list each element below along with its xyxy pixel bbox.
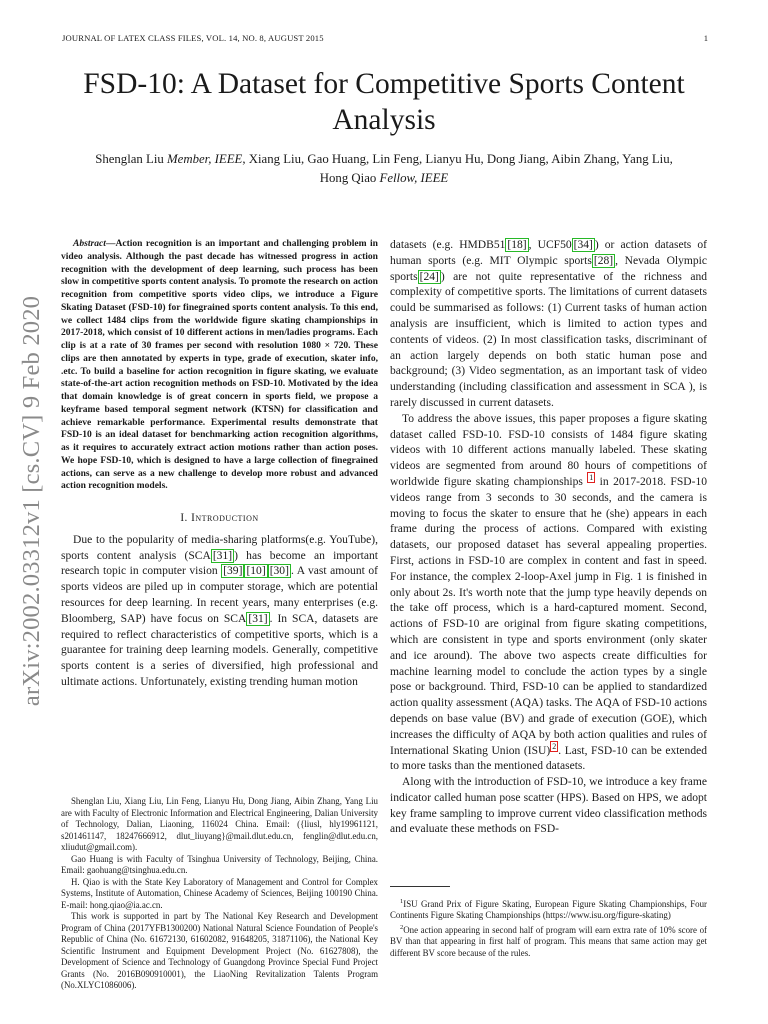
text-run: datasets (e.g. HMDB51 bbox=[390, 239, 506, 251]
text-run: in 2017-2018. FSD-10 videos range from 3 seconds to 30 seconds, and the camera is moving to focus the skater to ensure that he (she) appears in each frame during the process of actions. Compared with existing datasets, our proposed dataset has several appealing properties. First, actions in FSD-10 are complex in content and fast in speed. For instance, the complex 2-loop-Axel jump in Fig. 1 is finished in only about 2s. It's worth note that the jump type heavily depends on the take off process, which is a hard-captured moment. Second, actions of FSD-10 are original from figure skating competitions, which are consistent in type and sports environment (only skater and ice around). The above two aspects create difficulties for machine learning model to conclude the action types by a single pose or background. Third, FSD-10 can be applied to standardized action quality assessment (AQA) tasks. The AQA of FSD-10 actions depends on base value (BV) and grade of execution (GOE), which increases the difficulty of AQA by both action qualities and rules of International Skating Union (ISU) bbox=[390, 475, 707, 757]
section-number: I. bbox=[180, 512, 192, 524]
footnote-link[interactable]: 2 bbox=[552, 741, 557, 751]
intro-paragraph-1-continued bbox=[390, 238, 707, 412]
section-title: Introduction bbox=[191, 512, 259, 524]
abstract-text: —Action recognition is an important and challenging problem in video analysis. Although the past decade has witnessed progress in action recognition with the development of deep learning, such process has been slow in competitive sports content analysis. To promote the research on action recognition from competitive sports video clips, we introduce a Figure Skating Dataset (FSD-10) for finegrained sports content analysis. To this end, we collect 1484 clips from the worldwide figure skating championships in 2017-2018, which consist of 10 different actions in men/ladies programs. Each clip is at a rate of 30 frames per second with resolution 1080 × 720. These clips are then annotated by experts in type, grade of execution, skater info, .etc. To build a baseline for action recognition in figure skating, we evaluate state-of-the-art action recognition methods on FSD-10. Motivated by the idea that domain knowledge is of great concern in sports field, we propose a keyframe based temporal segment network (KTSN) for classification and achieve remarkable performance. Experimental results demonstrate that FSD-10 is an ideal dataset for benchmarking action recognition algorithms, as it requires to accurately extract action motions rather than action poses. We hope FSD-10, which is designed to have a large collection of finegrained actions, can serve as a new challenge to develop more robust and advanced action recognition models. bbox=[61, 238, 378, 492]
running-head: JOURNAL OF LATEX CLASS FILES, VOL. 14, NO. 8, AUGUST 2015 bbox=[62, 33, 324, 43]
footnote-number: 2 bbox=[400, 923, 404, 931]
author-name: Hong Qiao bbox=[319, 171, 377, 185]
text-run: To address the above issues, this paper proposes a figure skating dataset called FSD-10. FSD-10 consists of 1484 figure skating videos with 10 different actions manually labeled. These skating videos are segmented from around 80 hours of competitions of worldwide figure skating championships bbox=[390, 412, 707, 488]
author-role: Member, IEEE bbox=[167, 152, 243, 166]
section-heading-introduction bbox=[61, 511, 378, 527]
citation-link[interactable]: [28] bbox=[593, 254, 614, 267]
page-number: 1 bbox=[703, 33, 708, 43]
footnote: Shenglan Liu, Xiang Liu, Lin Feng, Lianyu Hu, Dong Jiang, Aibin Zhang, Yang Liu are with Faculty of Electronic Information and Electrical Engineering, Dalian University of Technology, Dalian, Liaoning, 116024 China. Email: ({liusl, hly19961121, s201461147, 18247666912, dlut_liuyang}@mail.dlut.edu.cn, fenglin@dlut.edu.cn, xliudut@gmail.com). bbox=[61, 796, 378, 852]
intro-paragraph-3: Along with the introduction of FSD-10, we introduce a key frame indicator called human pose scatter (HPS). Based on HPS, we adopt key frame sampling to improve current video classification methods and evaluate these methods on FSD- bbox=[390, 776, 707, 836]
footnote: This work is supported in part by The National Key Research and Development Program of China (2017YFB1300200) National Natural Science Foundation of People's Republic of China (No. 61672130, 61602082, 91648205, 31871106), the National Key Scientific Instrument and Equipment Development Project (No. 61627808), the Development of Science and Technology of Guangdong Province Special Fund Project Grants (No. 2016B090910001), the LiaoNing Revitalization Talents Program (No.XLYC1086006). bbox=[61, 911, 378, 990]
footnote-link[interactable]: 1 bbox=[589, 473, 594, 483]
citation-link[interactable]: [31] bbox=[212, 549, 233, 562]
text-run: Due to the popularity of media-sharing platforms(e.g. YouTube), sports content analysis (SCA bbox=[61, 533, 378, 562]
left-column bbox=[61, 238, 378, 691]
arxiv-stamp-text: arXiv:2002.03312v1 [cs.CV] 9 Feb 2020 bbox=[18, 295, 45, 707]
footnote-text: ISU Grand Prix of Figure Skating, European Figure Skating Championships, Four Continents Figure Skating Championships (https://www.isu.org/figure-skating) bbox=[390, 898, 707, 921]
footnote bbox=[390, 896, 707, 922]
right-column bbox=[390, 238, 707, 838]
text-run bbox=[390, 238, 707, 409]
intro-paragraph-2 bbox=[390, 412, 707, 775]
footnote bbox=[390, 922, 707, 959]
paper-title: FSD-10: A Dataset for Competitive Sports Content Analysis bbox=[83, 68, 685, 136]
text-run: . In SCA, datasets are required to reflect characteristics of competitive sports, which is a guarantee for training deep learning models. Generally, competitive sports content is a series of diversified, high professional and ultimate actions. Unfortunately, existing trending human motion bbox=[61, 612, 378, 688]
text-run: ) are not quite representative of the richness and complexity of competitive sports. The limitations of current datasets could be summarised as follows: (1) Current tasks of human action analysis are insufficient, which is limited to action types and contents of videos. (2) In most classification tasks, discriminant of an action largely depends on both static human pose and background; (3) Video segmentation, as an important task of video understanding (including classification and assessment in SCA ), is rarely discussed in current datasets. bbox=[390, 270, 707, 409]
arxiv-stamp bbox=[12, 286, 52, 716]
text-run: , UCF50 bbox=[528, 239, 572, 251]
abstract-label: Abstract bbox=[73, 238, 106, 249]
footnote: H. Qiao is with the State Key Laboratory of Management and Control for Complex Systems, Institute of Automation, Chinese Academy of Sciences, Beijing 100190 China. E-mail: hong.qiao@ia.ac.cn. bbox=[61, 876, 378, 910]
citation-link[interactable]: [34] bbox=[573, 239, 593, 251]
author-list bbox=[40, 150, 728, 188]
text-run: . Last, FSD-10 can be extended to more tasks than the mentioned datasets. bbox=[390, 744, 707, 773]
text-run: ) has become an important research topic in computer vision bbox=[61, 549, 378, 578]
text-run: ) or action datasets of human sports (e.g. MIT Olympic sports bbox=[390, 239, 707, 267]
footnote-rule bbox=[390, 886, 450, 887]
page-footnotes bbox=[390, 896, 707, 959]
author-name: Shenglan Liu bbox=[95, 152, 164, 166]
affiliation-footnotes bbox=[61, 796, 378, 992]
citation-link[interactable]: [24] bbox=[419, 270, 439, 283]
intro-paragraph-1 bbox=[61, 533, 378, 691]
footnote-text: One action appearing in second half of program will earn extra rate of 10% score of BV than that appearing in first half of program. This means that same action may get different BV score because of the rules. bbox=[390, 924, 707, 958]
footnote-number: 1 bbox=[400, 898, 404, 905]
abstract bbox=[61, 238, 378, 493]
author-names: , Xiang Liu, Gao Huang, Lin Feng, Lianyu Hu, Dong Jiang, Aibin Zhang, Yang Liu, bbox=[242, 152, 673, 166]
footnote: Gao Huang is with Faculty of Tsinghua University of Technology, Beijing, China. Email: gaohuang@tsinghua.edu.cn. bbox=[61, 853, 378, 875]
text-run: . A vast amount of sports videos are piled up in computer storage, which are potential resources for deep learning. In recent years, many enterprises (e.g. Bloomberg, SAP) have focus on SCA bbox=[61, 565, 378, 625]
citation-link[interactable]: [18] bbox=[507, 239, 527, 251]
text-run: , Nevada Olympic sports bbox=[390, 254, 707, 283]
citation-link[interactable]: [30] bbox=[269, 565, 289, 578]
author-role: Fellow, IEEE bbox=[379, 171, 449, 185]
citation-link[interactable]: [10] bbox=[246, 565, 266, 578]
citation-link[interactable]: [39] bbox=[223, 565, 243, 578]
citation-link[interactable]: [31] bbox=[248, 612, 268, 625]
